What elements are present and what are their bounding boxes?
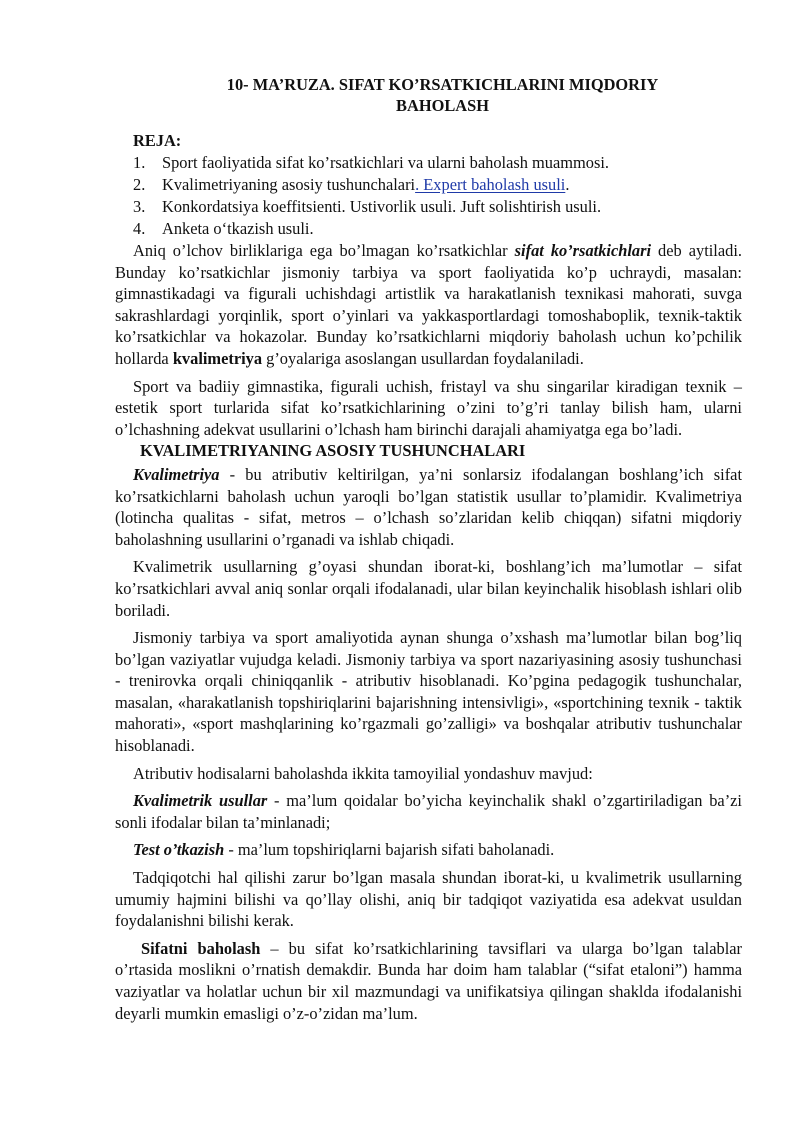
- paragraph-qualimetry-definition: Kvalimetriya - bu atributiv keltirilgan, ya’ni sonlarsiz ifodalangan boshlang’ich sifat ko’rsatkichlarni baholash uchun yaroqli bo’lgan statistik usullar to’plamidir. Kvalimetriya (lotincha qualitas - sifat, metros – o’lchash so’zlaridan kelib chiqqan) sifatni miqdoriy baholashning usullarini o’rganadi va ishlab chiqadi.: [115, 464, 742, 549]
- document-page: [115, 74, 742, 1030]
- paragraph-aesthetic-sports: Sport va badiiy gimnastika, figurali uchish, fristayl va shu singarilar kiradigan texnik – estetik sport turlarida sifat ko’rsatkichlarining o’zini to’g’ri tanlay bilish ham, ularni o’lchashning adekvat usullarini o’lchash ham birinchi darajali ahamiyatga ega bo’ladi.: [115, 376, 742, 439]
- paragraph-two-approaches: Atributiv hodisalarni baholashda ikkita tamoyilial yondashuv mavjud:: [133, 763, 593, 783]
- plan-item: 2. Kvalimetriyaning asosiy tushunchalari. Expert baholash usuli.: [133, 175, 570, 194]
- plan-item: 4. Anketa o‘tkazish usuli.: [133, 219, 314, 238]
- paragraph-quality-assessment: Sifatni baholash – bu sifat ko’rsatkichlarining tavsiflari va ularga bo’lgan talablar o’rtasida moslikni o’rnatish demakdir. Bunda har doim ham talablar (“sifat etaloni”) hamma vaziyatlar va holatlar uchun bir xil mazmundagi va unifikatsiya qilingan shaklda ifodalanishi deyarli mumkin emasligi o’z-o’zidan ma’lum.: [115, 938, 742, 1023]
- term-testing: Test o’tkazish: [133, 840, 225, 860]
- lecture-title-line-2: BAHOLASH: [396, 96, 489, 115]
- lecture-title-line-1: 10- MA’RUZA. SIFAT KO’RSATKICHLARINI MIQDORIY: [226, 75, 659, 94]
- term-quality-indicators: sifat ko’rsatkichlari: [514, 241, 652, 260]
- term-qualimetric-methods: Kvalimetrik usullar: [133, 791, 268, 811]
- paragraph-testing: Test o’tkazish - ma’lum topshiriqlarni bajarish sifati baholanadi.: [133, 840, 555, 860]
- paragraph-qualimetric-methods: Kvalimetrik usullar - ma’lum qoidalar bo’yicha keyinchalik shakl o’zgartiriladigan ba’zi sonli ifodalar bilan ta’minlanadi;: [115, 791, 742, 832]
- paragraph-physical-education: Jismoniy tarbiya va sport amaliyotida aynan shunga o’xshash ma’lumotlar bilan bog’liq bo’lgan vaziyatlar vujudga keladi. Jismoniy tarbiya va sport nazariyasining asosiy tushunchasi - trenirovka orqali chiniqqanlik - atributiv hisoblanadi. Ko’pgina pedagogik tushunchalar, masalan, «harakatlanish topshiriqlarini bajarishning intensivligi», «sportchining texnik - taktik mahorati», «sport mashqlarining ko’rgazmali go’zalligi» va boshqalar atributiv tushunchalar hisoblanadi.: [115, 628, 742, 756]
- term-kvalimetriya: Kvalimetriya: [133, 464, 220, 484]
- lecture-title: [143, 74, 742, 116]
- paragraph-qualimetric-idea: Kvalimetrik usullarning g’oyasi shundan iborat-ki, boshlang’ich ma’lumotlar – sifat ko’rsatkichlari avval aniq sonlar orqali ifodalanadi, ular bilan keyinchalik hisoblash ishlari olib boriladi.: [115, 557, 742, 620]
- plan-item: 1. Sport faoliyatida sifat ko’rsatkichlari va ularni baholash muammosi.: [133, 153, 609, 172]
- plan-item: 3. Konkordatsiya koeffitsienti. Ustivorlik usuli. Juft solishtirish usuli.: [133, 197, 602, 216]
- term-quality-assessment: Sifatni baholash: [141, 938, 261, 958]
- plan-label: REJA:: [133, 131, 182, 150]
- paragraph-quality-indicators: Aniq o’lchov birliklariga ega bo’lmagan ko’rsatkichlar sifat ko’rsatkichlari deb aytiladi. Bunday ko’rsatkichlar jismoniy tarbiya va sport faoliyatida ko’p uchraydi, masalan: gimnastikadagi va figurali uchishdagi artistlik va harakatlanish texnikasi mahorati, suvga sakrashlardagi yorqinlik, sport o’yinlari va yakkasportlardagi tomoshaboplik, texnik-taktik ko’rsatkichlar va hokazolar. Bunday ko’rsatkichlarni miqdoriy baholash uchun ko’pchilik hollarda kvalimetriya g’oyalariga asoslangan usullardan foydalaniladi.: [115, 241, 742, 368]
- expert-method-link[interactable]: . Expert baholash usuli: [415, 175, 566, 194]
- plan-list: [115, 152, 742, 240]
- term-qualimetry: kvalimetriya: [172, 348, 263, 368]
- paragraph-researcher-task: Tadqiqotchi hal qilishi zarur bo’lgan masala shundan iborat-ki, u kvalimetrik usullarning umumiy hajmini bilishi va qo’llay olishi, aniq bir tadqiqot vaziyatida esa adekvat usuldan foydalanishni bilishi kerak.: [115, 868, 742, 931]
- section-heading: KVALIMETRIYANING ASOSIY TUSHUNCHALARI: [140, 441, 526, 461]
